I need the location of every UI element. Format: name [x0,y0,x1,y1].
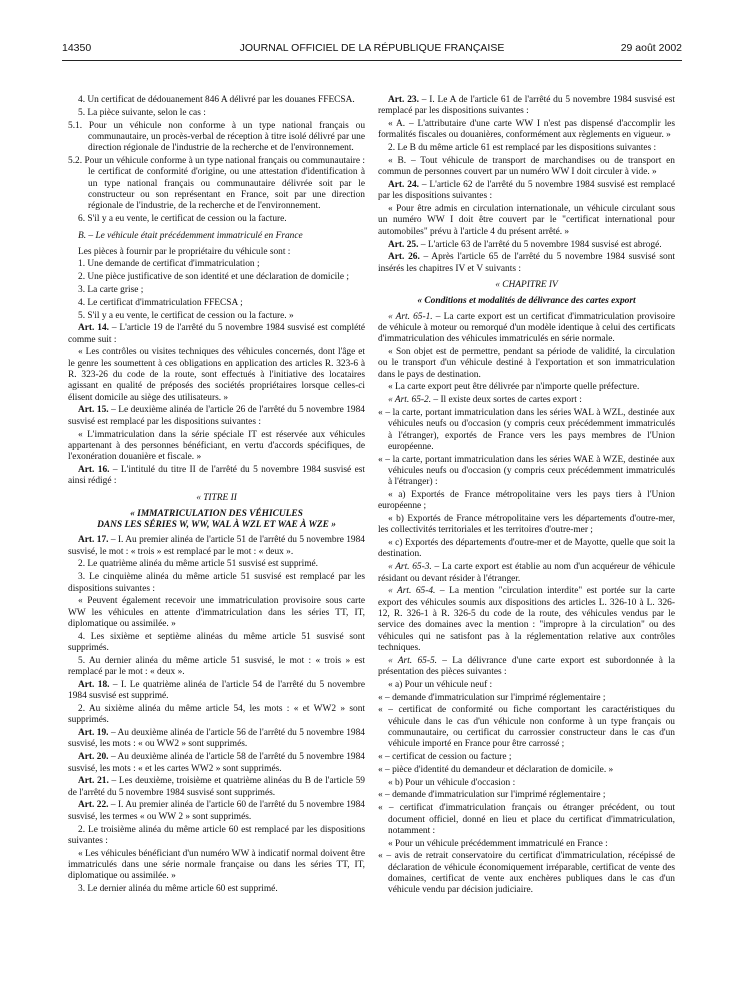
article-text: – L'intitulé du titre II de l'arrêté du 5 novembre 1984 susvisé est ainsi rédigé : [68,464,365,487]
article-label: « Art. 65-2. [388,395,432,406]
article-label: Art. 26. [388,252,420,263]
paragraph: « Pour être admis en circulation internationale, un véhicule circulant sous un numéro WW I doit être couvert par le "certificat international pour automobiles" prévu à l'article 4 du présent arrêté. » [378,204,675,237]
article-label: Art. 22. [78,800,109,811]
article [68,465,365,488]
paragraph: « b) Exportés de France métropolitaine vers les départements d'outre-mer, les collectivités territoriales et les territoires d'outre-mer ; [378,514,675,536]
article [378,562,675,585]
article-text: – La carte export est établie au nom d'un acquéreur de véhicule résidant ou devant résider à l'étranger. [378,562,675,584]
article-label: Art. 18. [78,679,110,690]
article-text: – I. Au premier alinéa de l'article 60 de l'arrêté du 5 novembre 1984 susvisé, les termes « ou WW 2 » sont supprimés. [68,800,365,822]
paragraph: « Les contrôles ou visites techniques des véhicules concernés, dont l'âge et le genre les soumettent à ces obligations en application des articles R. 323-6 à R. 323-26 du code de la route, sont effectués à l'initiative des locataires agissant en qualité de préposés des sociétés propriétaires lorsque celles-ci élisent domicile au siège des utilisateurs. » [68,347,365,403]
article-label: Art. 16. [78,464,110,475]
header-rule [62,60,682,61]
paragraph: 5. La pièce suivante, selon le cas : [78,107,206,118]
article [68,728,365,751]
title-heading: « TITRE II [196,492,237,503]
article-text: – Après l'article 65 de l'arrêté du 5 novembre 1984 susvisé sont insérés les chapitres IV et V suivants : [378,252,675,274]
paragraph: « Son objet est de permettre, pendant sa période de validité, la circulation ou le transport d'un véhicule destiné à l'exportation et son immatriculation dans le pays de destination. [378,346,675,380]
list-item: « – avis de retrait conservatoire du certificat d'immatriculation, récépissé de déclaration de véhicule économiquement irréparable, certificat de vente des domaines, certificat de vente aux enchères publiques dans le cas d'un véhicule vendu par décision judiciaire. [378,851,675,896]
item-text: Pour un véhicule non conforme à un type national français ou communautaire, un procès-verbal de réception à titre isolé délivré par une direction régionale de l'industrie de la recherche et de l'environnement. [88,120,366,154]
paragraph: « L'immatriculation dans la série spéciale IT est réservée aux véhicules appartenant à des personnes bénéficiant, en vertu d'accords spécifiques, de l'exonération douanière et fiscale. » [68,429,365,463]
article-label: Art. 20. [78,752,109,763]
item-number: 5.1. [68,120,83,131]
article [378,180,675,203]
article-label: « Art. 65-1. [388,311,433,322]
article-label: Art. 24. [388,180,419,191]
paragraph: 6. S'il y a eu vente, le certificat de cession ou la facture. [78,213,287,224]
paragraph: 3. Le cinquième alinéa du même article 51 susvisé est remplacé par les dispositions suivantes : [68,572,365,594]
journal-title: JOURNAL OFFICIEL DE LA RÉPUBLIQUE FRANÇAISE [239,42,505,54]
title-subheading: DANS LES SÉRIES W, WW, WAL À WZL ET WAE À WZE » [97,520,336,531]
article-label: Art. 19. [78,728,109,739]
paragraph: 4. Les sixième et septième alinéas du même article 51 susvisé sont supprimés. [68,631,365,654]
article-label: Art. 17. [78,535,109,546]
paragraph: Les pièces à fournir par le propriétaire du véhicule sont : [78,246,291,257]
article-label: Art. 25. [388,239,419,250]
paragraph: 2. Au sixième alinéa du même article 54, les mots : « et WW2 » sont supprimés. [68,704,365,726]
page-header [62,40,682,56]
chapter-title: « Conditions et modalités de délivrance des cartes export [417,296,636,307]
list-item: « – demande d'immatriculation sur l'imprimé réglementaire ; [378,790,606,801]
page-number: 14350 [62,42,92,54]
article-text: – I. Au premier alinéa de l'article 51 de l'arrêté du 5 novembre 1984 susvisé, le mot : « trois » est remplacé par le mot : « deux ». [68,535,365,557]
article-text: – Au deuxième alinéa de l'article 56 de l'arrêté du 5 novembre 1984 susvisé, les mots : « ou WW2 » sont supprimés. [68,728,365,750]
paragraph: « a) Pour un véhicule neuf : [388,679,493,690]
paragraph: 2. Le B du même article 61 est remplacé par les dispositions suivantes : [388,143,657,154]
paragraph: « Peuvent également recevoir une immatriculation provisoire sous carte WW les véhicules en attente d'immatriculation dans les séries TT, IT, diplomatique ou assimilée. » [68,596,365,629]
list-item: « – certificat de cession ou facture ; [378,752,512,763]
paragraph: « b) Pour un véhicule d'occasion : [388,777,516,788]
paragraph: « c) Exportés des départements d'outre-mer et de Mayotte, quelle que soit la destination. [378,538,675,560]
article-label: Art. 15. [78,405,109,416]
paragraph: 5. S'il y a eu vente, le certificat de cession ou la facture. » [78,310,294,321]
paragraph: « a) Exportés de France métropolitaine vers les pays tiers à l'Union européenne ; [378,490,675,512]
article-label: Art. 23. [388,95,419,105]
paragraph: 3. La carte grise ; [78,284,144,295]
article [68,405,365,428]
article-text: – La délivrance d'une carte export est subordonnée à la présentation des pièces suivantes : [378,655,675,677]
list-item: « – demande d'immatriculation sur l'imprimé réglementaire ; [378,692,606,703]
left-column [68,95,365,897]
article [378,395,675,406]
article-text: – Il existe deux sortes de cartes export : [431,395,582,406]
article-text: – I. Le quatrième alinéa de l'article 54 de l'arrêté du 5 novembre 1984 susvisé est supprimé. [68,679,365,702]
article-text: – Au deuxième alinéa de l'article 58 de l'arrêté du 5 novembre 1984 susvisé, les mots : « et les cartes WW2 » sont supprimés. [68,752,365,774]
article-label: « Art. 65-3. [388,562,432,573]
list-item: « – certificat de conformité ou fiche comportant les caractéristiques du véhicule dans le cas d'un véhicule non conforme à un type français ou communautaire, ou certificat du carrossier constructeur dans le cas d'un véhicule importé en France pour être carrossé ; [378,705,675,750]
article-label: « Art. 65-4. [388,586,436,597]
article [378,252,675,275]
article [378,240,675,251]
article [68,323,365,346]
article-label: Art. 21. [78,776,109,787]
article-text: – La carte export est un certificat d'immatriculation provisoire de véhicule à moteur ou remorqué d'un modèle identique à celui des certificats d'immatriculation des véhicules immatriculés en série normale. [378,311,675,345]
paragraph: 3. Le dernier alinéa du même article 60 est supprimé. [78,884,278,894]
article [68,535,365,558]
paragraph: 5. Au dernier alinéa du même article 51 susvisé, le mot : « trois » est remplacé par le mot : « deux ». [68,655,365,678]
article-text: – Le deuxième alinéa de l'article 26 de l'arrêté du 5 novembre 1984 susvisé est remplacé par les dispositions suivantes : [68,405,365,427]
section-heading: B. – Le véhicule était précédemment immatriculé en France [78,231,303,242]
article [378,312,675,346]
article [68,776,365,799]
article-label: Art. 14. [78,323,109,334]
publication-date: 29 août 2002 [620,42,682,54]
paragraph: 2. Une pièce justificative de son identité et une déclaration de domicile ; [78,272,349,283]
paragraph: « La carte export peut être délivrée par n'importe quelle préfecture. [388,382,640,393]
paragraph: 4. Un certificat de dédouanement 846 A délivré par les douanes FFECSA. [78,95,355,105]
article-text: – L'article 63 de l'arrêté du 5 novembre 1984 susvisé est abrogé. [418,239,662,250]
item-number: 5.2. [68,155,83,166]
paragraph: « Les véhicules bénéficiant d'un numéro WW à indicatif normal doivent être immatriculés dans une série normale française ou dans les séries TT, IT, diplomatique ou assimilée. » [68,848,365,882]
article [378,95,675,118]
article-label: « Art. 65-5. [388,655,437,666]
article [378,656,675,679]
title-subheading: « IMMATRICULATION DES VÉHICULES [130,508,303,519]
paragraph: « A. – L'attributaire d'une carte WW I n'est pas dispensé d'accomplir les formalités fiscales ou douanières, conformément aux règlements en vigueur. » [378,119,675,141]
paragraph: 2. Le quatrième alinéa du même article 51 susvisé est supprimé. [78,559,319,570]
article-text: – L'article 62 de l'arrêté du 5 novembre 1984 susvisé est remplacé par les dispositions suivantes : [378,180,675,202]
paragraph: « B. – Tout véhicule de transport de marchandises ou de transport en commun de personnes couvert par un numéro WW I doit circuler à vide. » [378,155,675,178]
right-column [378,95,675,898]
article-text: – La mention "circulation interdite" est portée sur la carte export des véhicules soumis aux dispositions des articles L. 326-10 à L. 326-12, R. 326-1 à R. 326-5 du code de la route, des véhicules vendus par le service des domaines avec la mention : "impropre à la circulation" ou des véhicules qui ne satisfont pas à la réglementation relative aux contrôles techniques. [378,586,675,653]
article [68,680,365,703]
article-text: – L'article 19 de l'arrêté du 5 novembre 1984 susvisé est complété comme suit : [68,323,366,345]
paragraph: 2. Le troisième alinéa du même article 60 est remplacé par les dispositions suivantes : [68,824,365,846]
list-item: « – la carte, portant immatriculation dans les séries WAL à WZL, destinée aux véhicules neufs ou d'occasion (y compris ceux précédemment immatriculés à l'étranger), exportés de France vers les pays membres de l'Union européenne. [378,407,675,452]
paragraph: 4. Le certificat d'immatriculation FFECSA ; [78,297,243,308]
article [378,586,675,654]
list-item [68,156,365,212]
paragraph: « Pour un véhicule précédemment immatriculé en France : [388,838,608,849]
chapter-heading: « CHAPITRE IV [495,279,558,290]
list-item: « – certificat d'immatriculation français ou étranger précédent, ou tout document officiel, donné en lieu et place du certificat d'immatriculation, notamment : [378,803,675,836]
article [68,752,365,775]
list-item [68,121,365,155]
article [68,800,365,823]
list-item: « – pièce d'identité du demandeur et déclaration de domicile. » [378,764,614,775]
paragraph: 1. Une demande de certificat d'immatriculation ; [78,259,260,270]
item-text: Pour un véhicule conforme à un type national français ou communautaire : le certificat de conformité d'origine, ou une attestation d'identification à un type national français ou communautaire délivrée soit par le constructeur ou son représentant en France, soit par une direction régionale de l'industrie, de la recherche et de l'environnement. [84,155,365,212]
article-text: – I. Le A de l'article 61 de l'arrêté du 5 novembre 1984 susvisé est remplacé par les dispositions suivantes : [378,95,675,117]
list-item: « – la carte, portant immatriculation dans les séries WAE à WZE, destinée aux véhicules neufs ou d'occasion (y compris ceux précédemment immatriculés à l'étranger) : [378,454,675,488]
article-text: – Les deuxième, troisième et quatrième alinéas du B de l'article 59 de l'arrêté du 5 novembre 1984 susvisé sont supprimés. [68,776,365,798]
